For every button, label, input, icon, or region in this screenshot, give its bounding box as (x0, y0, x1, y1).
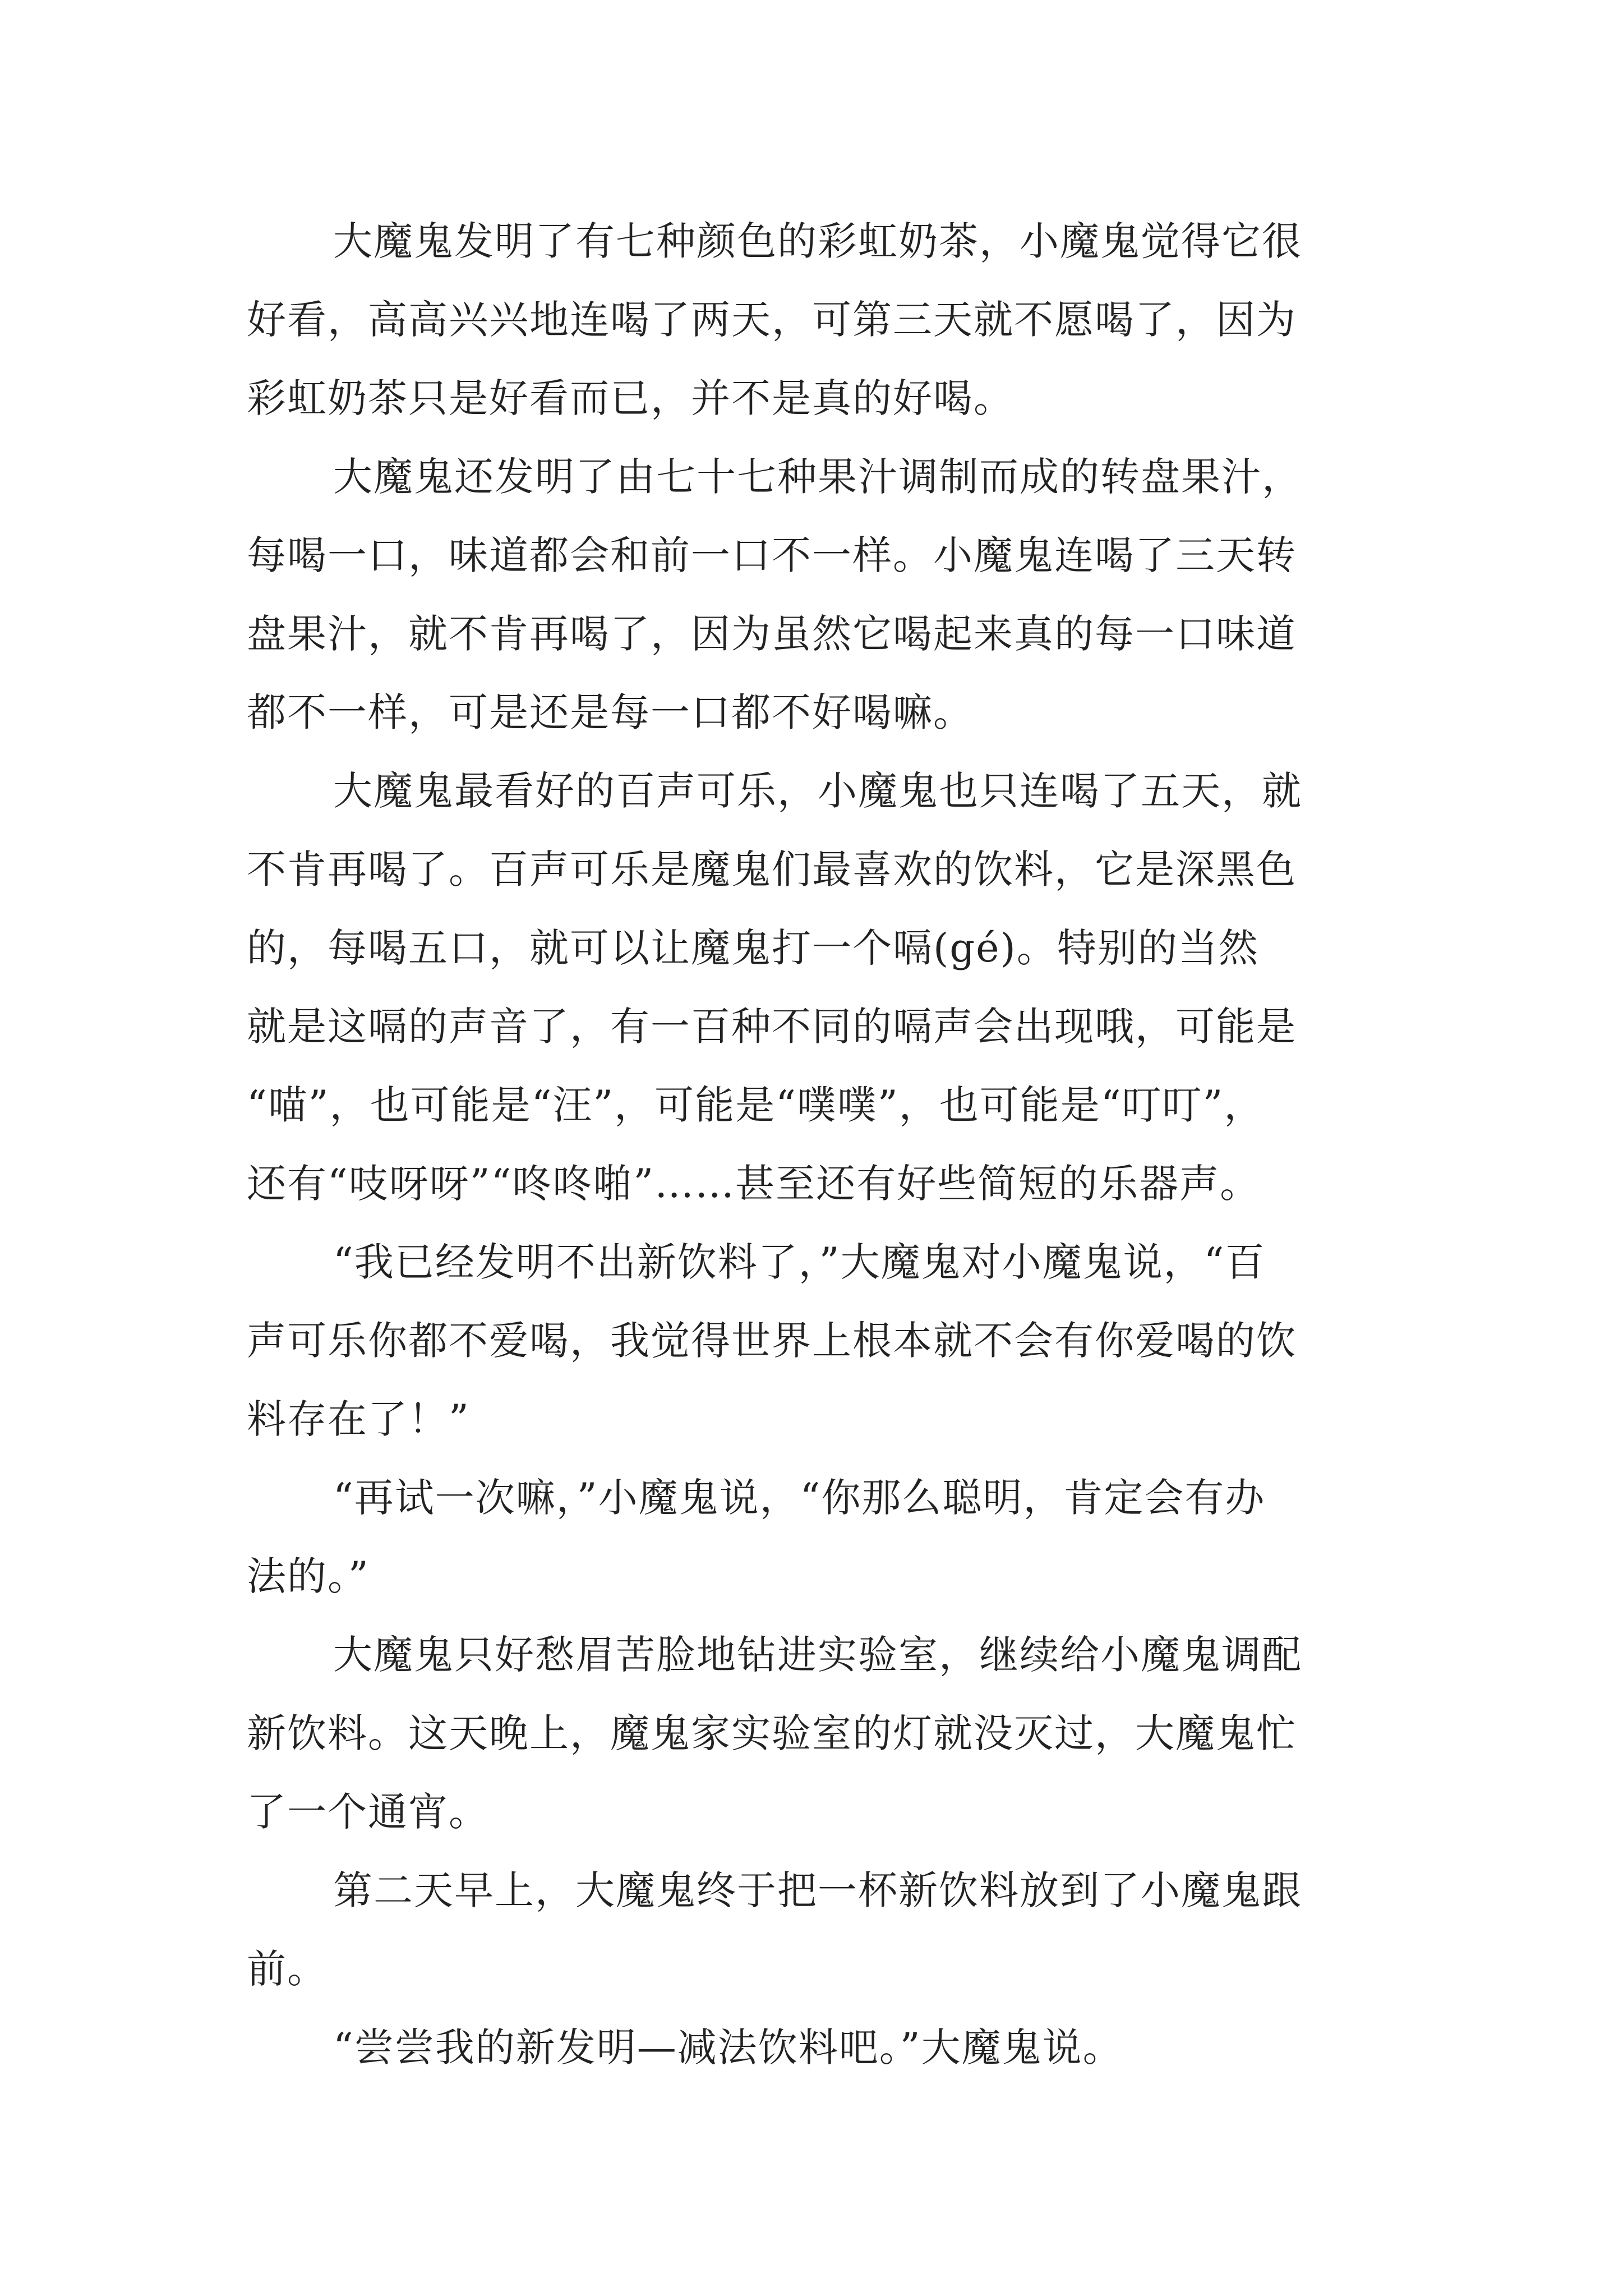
text-line: 大魔鬼最看好的百声可乐，小魔鬼也只连喝了五天，就 (333, 768, 1302, 814)
text-line: 盘果汁，就不肯再喝了，因为虽然它喝起来真的每一口味道 (247, 611, 1297, 657)
text-line: 每喝一口，味道都会和前一口不一样。小魔鬼连喝了三天转 (247, 532, 1297, 578)
text-line: 大魔鬼还发明了由七十七种果汁调制而成的转盘果汁， (333, 454, 1302, 500)
text-line: 第二天早上，大魔鬼终于把一杯新饮料放到了小魔鬼跟 (333, 1867, 1302, 1913)
text-line: 声可乐你都不爱喝，我觉得世界上根本就不会有你爱喝的饮 (247, 1318, 1297, 1364)
text-line: 新饮料。这天晚上，魔鬼家实验室的灯就没灭过，大魔鬼忙 (247, 1710, 1297, 1756)
text-line: “尝尝我的新发明—减法饮料吧。”大魔鬼说。 (333, 2024, 1123, 2070)
text-line: 法的。” (247, 1553, 370, 1599)
text-line: 好看，高高兴兴地连喝了两天，可第三天就不愿喝了，因为 (247, 297, 1297, 343)
text-line: 大魔鬼发明了有七种颜色的彩虹奶茶，小魔鬼觉得它很 (333, 218, 1302, 264)
text-line: 料存在了！” (247, 1396, 470, 1442)
text-line: 还有“吱呀呀”“咚咚啪”……甚至还有好些简短的乐器声。 (247, 1161, 1261, 1207)
text-line: 的，每喝五口，就可以让魔鬼打一个嗝(gé)。特别的当然 (247, 925, 1259, 971)
text-line: 前。 (247, 1946, 328, 1992)
text-line: “喵”，也可能是“汪”，可能是“噗噗”，也可能是“叮叮”， (247, 1082, 1265, 1128)
text-line: 就是这嗝的声音了，有一百种不同的嗝声会出现哦，可能是 (247, 1004, 1297, 1050)
text-line: 都不一样，可是还是每一口都不好喝嘛。 (247, 689, 974, 735)
text-line: 不肯再喝了。百声可乐是魔鬼们最喜欢的饮料，它是深黑色 (247, 846, 1297, 892)
text-line: “再试一次嘛，”小魔鬼说，“你那么聪明，肯定会有办 (333, 1475, 1266, 1521)
text-line: 大魔鬼只好愁眉苦脸地钻进实验室，继续给小魔鬼调配 (333, 1632, 1302, 1678)
text-line: “我已经发明不出新饮料了，”大魔鬼对小魔鬼说，“百 (333, 1239, 1266, 1285)
text-line: 彩虹奶茶只是好看而已，并不是真的好喝。 (247, 375, 1014, 421)
text-line: 了一个通宵。 (247, 1789, 489, 1835)
